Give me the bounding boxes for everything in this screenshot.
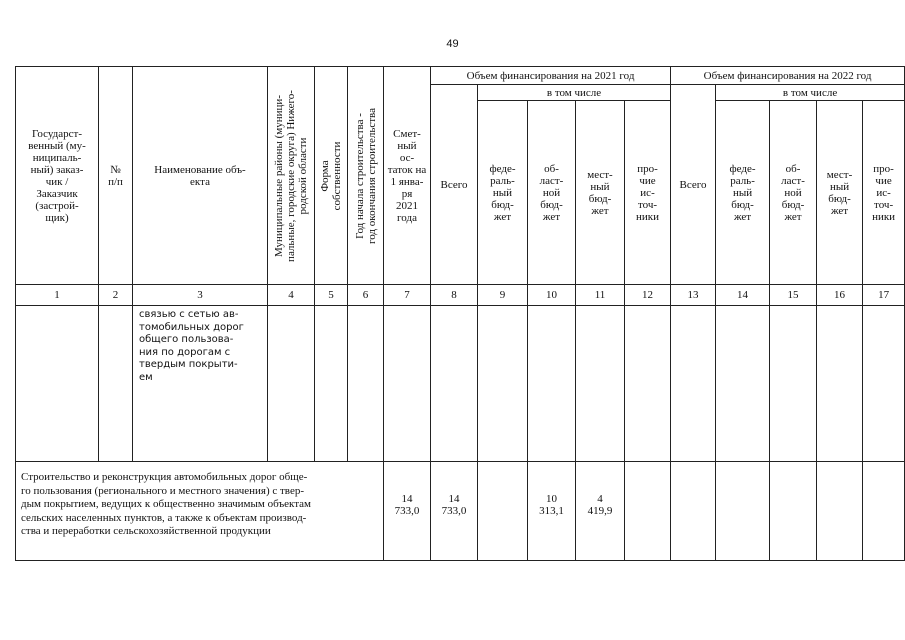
table-cell: [863, 462, 905, 561]
header-customer: Государст- венный (му- ниципаль- ный) заказ- чик / Заказчик (застрой- щик): [16, 67, 99, 285]
header-municipality-text: Муниципальные районы (муници- пальные, городские округа) Нижего- родской области: [273, 89, 309, 262]
header-other-2021: про- чие ис- точ- ники: [625, 101, 671, 285]
column-number: 16: [817, 285, 863, 306]
table-cell: [315, 306, 348, 462]
table-cell: [716, 462, 770, 561]
column-number: 6: [348, 285, 384, 306]
table-cell: [770, 462, 817, 561]
table-cell: [268, 306, 315, 462]
header-number: № п/п: [99, 67, 133, 285]
header-total-2022: Всего: [671, 85, 716, 285]
page-number: 49: [446, 38, 459, 50]
table-cell: [528, 306, 576, 462]
table-cell: [817, 462, 863, 561]
column-number: 7: [384, 285, 431, 306]
header-object-name: Наименование объ- екта: [133, 67, 268, 285]
header-federal-2021: феде- раль- ный бюд- жет: [478, 101, 528, 285]
column-number: 2: [99, 285, 133, 306]
header-local-2022: мест- ный бюд- жет: [817, 101, 863, 285]
header-federal-2022: феде- раль- ный бюд- жет: [716, 101, 770, 285]
table-cell: [431, 306, 478, 462]
financing-table: [15, 66, 905, 561]
column-number: 14: [716, 285, 770, 306]
total-2021-value: 14 733,0: [431, 462, 478, 561]
table-cell: [384, 306, 431, 462]
header-years: [348, 67, 384, 285]
table-cell: [863, 306, 905, 462]
column-number: 5: [315, 285, 348, 306]
column-number: 8: [431, 285, 478, 306]
column-number: 12: [625, 285, 671, 306]
header-ownership-text: Форма собственности: [319, 141, 343, 210]
table-cell: [817, 306, 863, 462]
header-years-text: Год начала строительства - год окончания строительства: [353, 107, 378, 244]
table-cell: [16, 306, 99, 462]
header-regional-2022: об- ласт- ной бюд- жет: [770, 101, 817, 285]
column-number: 15: [770, 285, 817, 306]
column-number: 1: [16, 285, 99, 306]
column-number: 4: [268, 285, 315, 306]
header-other-2022: про- чие ис- точ- ники: [863, 101, 905, 285]
table-cell: [576, 306, 625, 462]
header-fin-2021: Объем финансирования на 2021 год: [431, 67, 671, 85]
table-cell: [478, 462, 528, 561]
regional-2021-value: 10 313,1: [528, 462, 576, 561]
table-row: [16, 462, 905, 561]
estimate-value: 14 733,0: [384, 462, 431, 561]
column-number: 13: [671, 285, 716, 306]
header-including-2022: в том числе: [716, 85, 905, 101]
column-number: 10: [528, 285, 576, 306]
header-ownership: [315, 67, 348, 285]
table-cell: [478, 306, 528, 462]
section-title: Строительство и реконструкция автомобильных дорог обще- го пользования (регионального и местного значения) с твер- дым покрытием, ведущих к общественно значимым объектам сельских населенных пунктов, а также к объектам производ- ства и переработки сельскохозяйственной продукции: [16, 462, 384, 561]
header-including-2021: в том числе: [478, 85, 671, 101]
table-cell: [99, 306, 133, 462]
table-cell: [625, 306, 671, 462]
table-cell: [770, 306, 817, 462]
table-cell: [716, 306, 770, 462]
column-number: 9: [478, 285, 528, 306]
header-regional-2021: об- ласт- ной бюд- жет: [528, 101, 576, 285]
header-total-2021: Всего: [431, 85, 478, 285]
local-2021-value: 4 419,9: [576, 462, 625, 561]
column-number: 17: [863, 285, 905, 306]
header-fin-2022: Объем финансирования на 2022 год: [671, 67, 905, 85]
table-cell: [625, 462, 671, 561]
object-name-continuation: связью с сетью ав- томобильных дорог общего пользова- ния по дорогам с твердым покрыти- ем: [133, 306, 268, 462]
table-cell: [671, 462, 716, 561]
header-local-2021: мест- ный бюд- жет: [576, 101, 625, 285]
table-row: [16, 306, 905, 462]
table-cell: [348, 306, 384, 462]
column-number-row: [16, 285, 905, 306]
column-number: 3: [133, 285, 268, 306]
table-cell: [671, 306, 716, 462]
header-estimate: Смет- ный ос- таток на 1 янва- ря 2021 года: [384, 67, 431, 285]
header-municipality: [268, 67, 315, 285]
column-number: 11: [576, 285, 625, 306]
